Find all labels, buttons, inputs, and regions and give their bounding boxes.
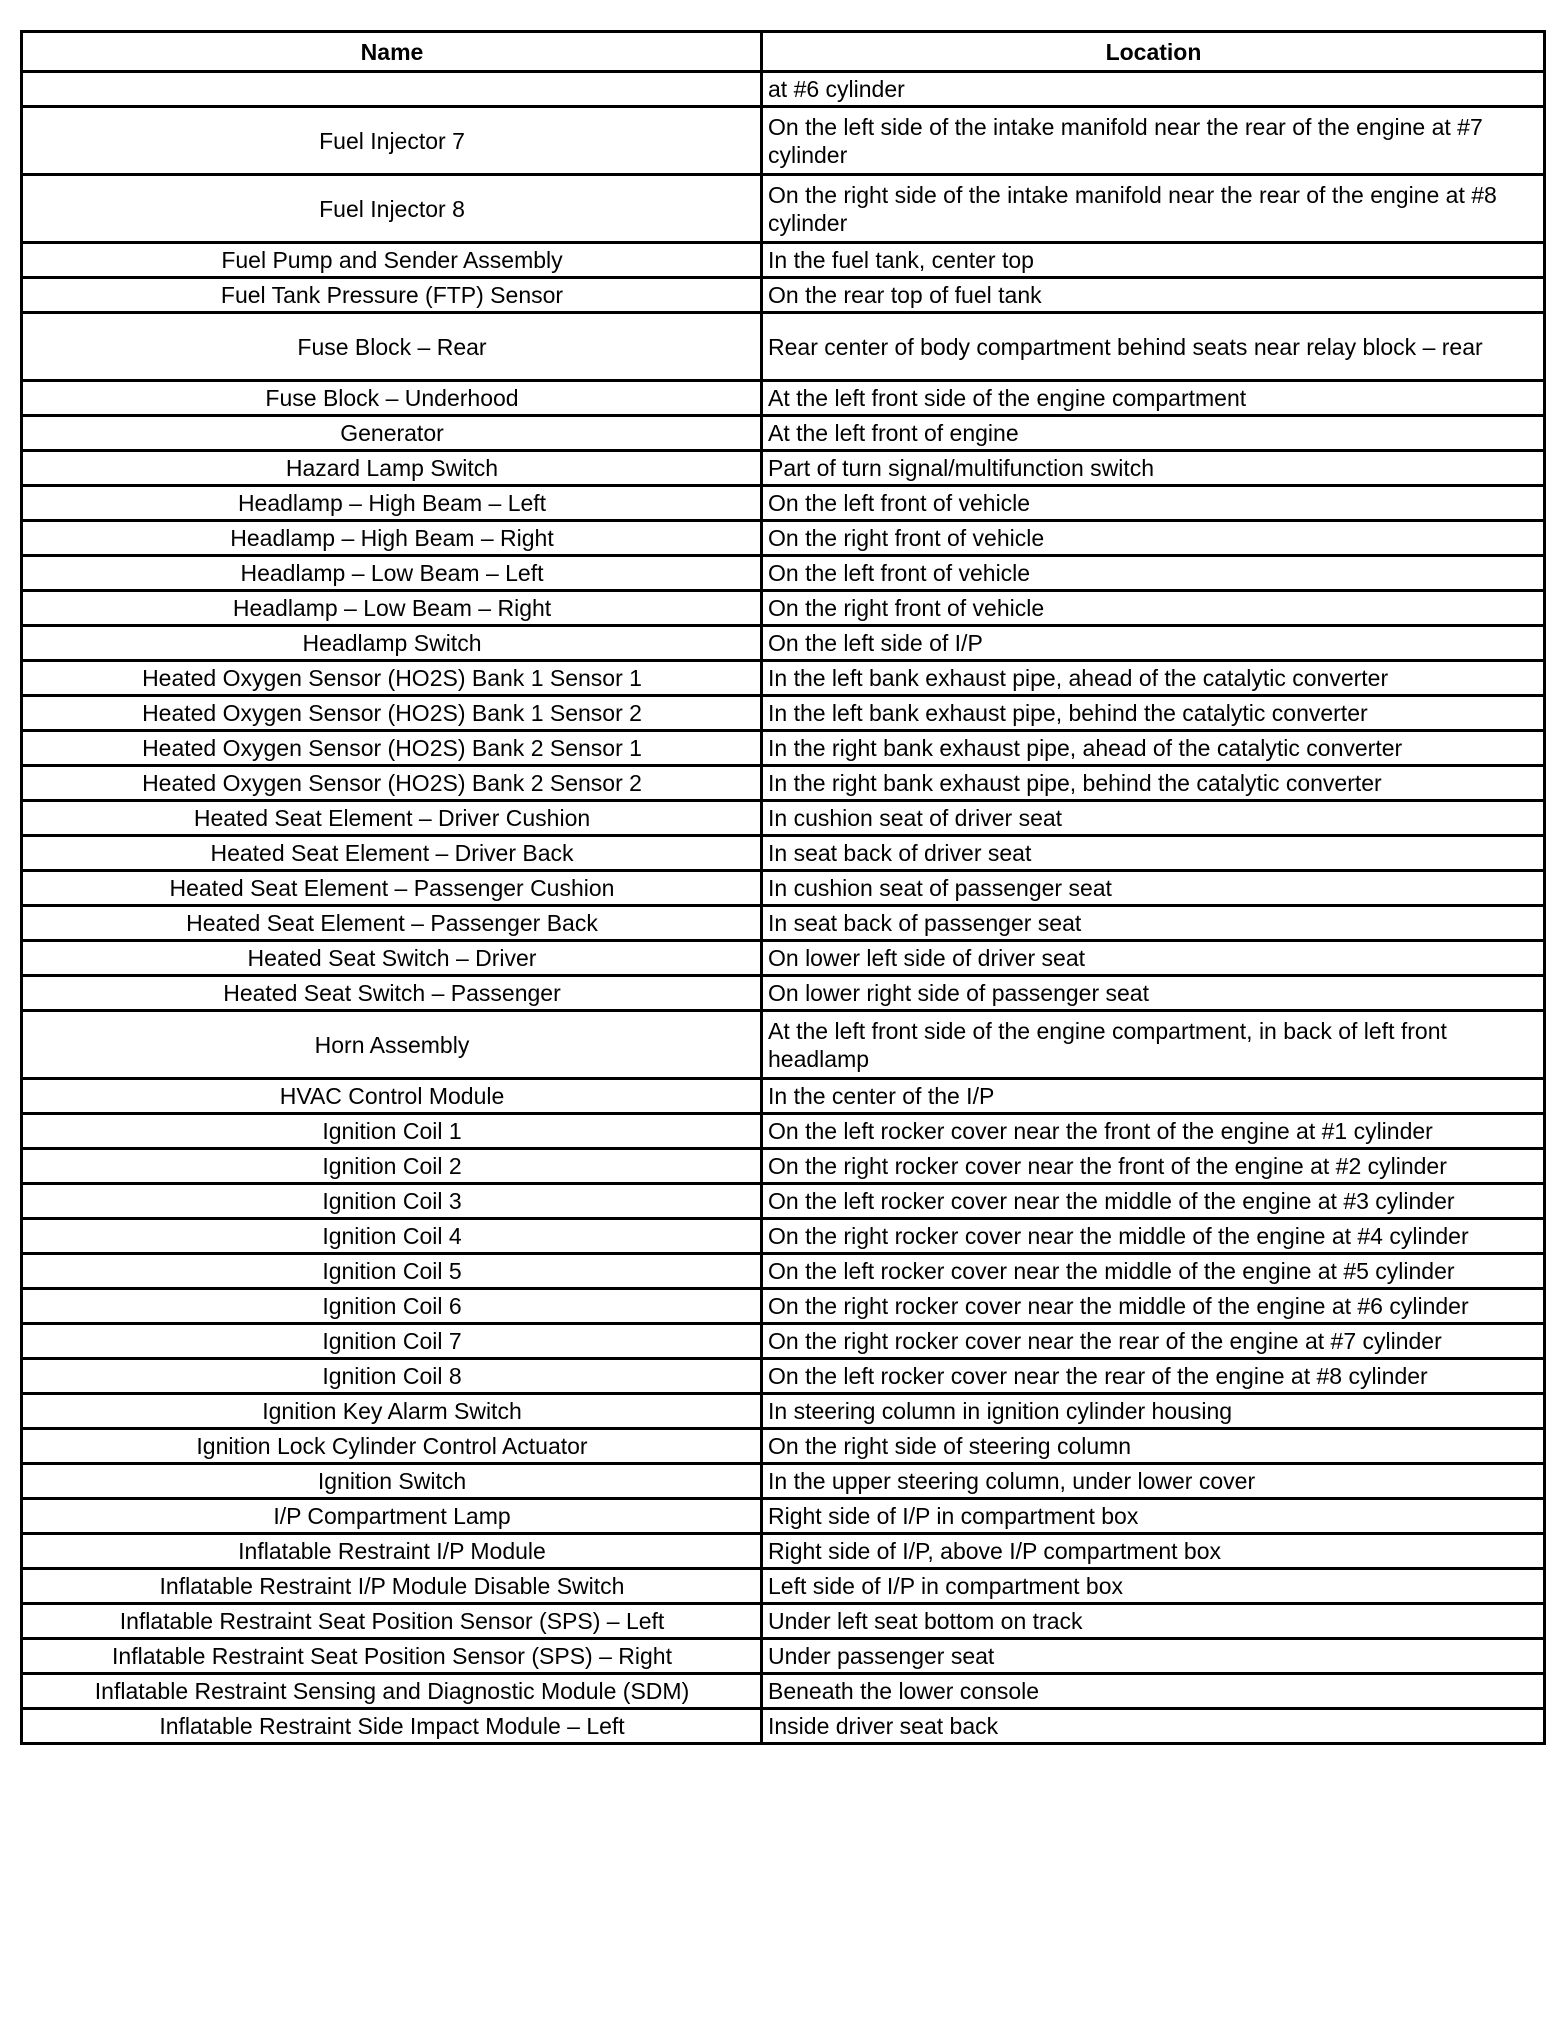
component-location-cell: On the right rocker cover near the front of the engine at #2 cylinder [762, 1149, 1545, 1184]
table-row [22, 1569, 1545, 1604]
component-location-cell: In the fuel tank, center top [762, 243, 1545, 278]
component-name-cell: Hazard Lamp Switch [22, 451, 762, 486]
table-row [22, 1394, 1545, 1429]
component-location-cell: On the left rocker cover near the front of the engine at #1 cylinder [762, 1114, 1545, 1149]
table-row [22, 836, 1545, 871]
component-name-cell: Ignition Coil 7 [22, 1324, 762, 1359]
table-row [22, 766, 1545, 801]
component-location-cell: In the right bank exhaust pipe, ahead of the catalytic converter [762, 731, 1545, 766]
component-location-cell: In the center of the I/P [762, 1079, 1545, 1114]
component-location-cell: In cushion seat of passenger seat [762, 871, 1545, 906]
component-name-cell: Fuse Block – Underhood [22, 381, 762, 416]
table-row [22, 1114, 1545, 1149]
component-location-cell: In the right bank exhaust pipe, behind the catalytic converter [762, 766, 1545, 801]
table-row [22, 313, 1545, 381]
table-row [22, 1464, 1545, 1499]
component-location-cell: Rear center of body compartment behind seats near relay block – rear [762, 313, 1545, 381]
component-location-cell: On lower right side of passenger seat [762, 976, 1545, 1011]
table-row [22, 556, 1545, 591]
component-location-cell: On the left side of the intake manifold near the rear of the engine at #7 cylinder [762, 107, 1545, 175]
component-location-cell: At the left front side of the engine compartment, in back of left front headlamp [762, 1011, 1545, 1079]
component-name-cell: Inflatable Restraint Side Impact Module – Left [22, 1709, 762, 1744]
table-row [22, 906, 1545, 941]
table-row [22, 1639, 1545, 1674]
table-row [22, 591, 1545, 626]
component-name-cell: Ignition Coil 1 [22, 1114, 762, 1149]
table-row [22, 521, 1545, 556]
table-row [22, 626, 1545, 661]
component-name-cell: Heated Seat Element – Driver Cushion [22, 801, 762, 836]
table-row [22, 243, 1545, 278]
component-location-cell: On the left rocker cover near the rear of the engine at #8 cylinder [762, 1359, 1545, 1394]
component-location-cell: Under left seat bottom on track [762, 1604, 1545, 1639]
component-name-cell: Ignition Coil 5 [22, 1254, 762, 1289]
component-location-cell: On the left front of vehicle [762, 486, 1545, 521]
table-row [22, 486, 1545, 521]
component-name-cell: Headlamp – High Beam – Left [22, 486, 762, 521]
component-name-cell: Fuel Pump and Sender Assembly [22, 243, 762, 278]
component-location-cell: On the left side of I/P [762, 626, 1545, 661]
table-row [22, 976, 1545, 1011]
table-row [22, 278, 1545, 313]
table-body [22, 72, 1545, 1744]
component-location-cell: On the left rocker cover near the middle of the engine at #3 cylinder [762, 1184, 1545, 1219]
component-location-cell: Left side of I/P in compartment box [762, 1569, 1545, 1604]
component-location-cell: In cushion seat of driver seat [762, 801, 1545, 836]
table-row [22, 1149, 1545, 1184]
component-name-cell: Horn Assembly [22, 1011, 762, 1079]
component-name-cell: I/P Compartment Lamp [22, 1499, 762, 1534]
table-row [22, 1289, 1545, 1324]
table-row [22, 1429, 1545, 1464]
table-row [22, 1534, 1545, 1569]
component-location-cell: Right side of I/P, above I/P compartment box [762, 1534, 1545, 1569]
component-name-cell: Headlamp – Low Beam – Right [22, 591, 762, 626]
component-location-cell: At the left front of engine [762, 416, 1545, 451]
table-row [22, 661, 1545, 696]
table-row [22, 1674, 1545, 1709]
table-row [22, 381, 1545, 416]
column-header-name: Name [22, 32, 762, 72]
component-location-cell: On the right side of steering column [762, 1429, 1545, 1464]
component-name-cell: Fuel Injector 7 [22, 107, 762, 175]
component-name-cell: Heated Seat Switch – Passenger [22, 976, 762, 1011]
component-location-cell: On the right rocker cover near the rear of the engine at #7 cylinder [762, 1324, 1545, 1359]
component-name-cell: Generator [22, 416, 762, 451]
table-row [22, 1184, 1545, 1219]
component-name-cell: HVAC Control Module [22, 1079, 762, 1114]
component-name-cell: Fuse Block – Rear [22, 313, 762, 381]
component-location-cell: In seat back of passenger seat [762, 906, 1545, 941]
component-location-cell: Under passenger seat [762, 1639, 1545, 1674]
component-location-cell: On the rear top of fuel tank [762, 278, 1545, 313]
component-location-cell: On the right side of the intake manifold near the rear of the engine at #8 cylinder [762, 175, 1545, 243]
component-location-cell: Inside driver seat back [762, 1709, 1545, 1744]
component-name-cell: Fuel Injector 8 [22, 175, 762, 243]
component-name-cell: Ignition Coil 4 [22, 1219, 762, 1254]
component-name-cell: Heated Seat Switch – Driver [22, 941, 762, 976]
table-row [22, 696, 1545, 731]
component-name-cell: Ignition Coil 6 [22, 1289, 762, 1324]
component-location-cell: Part of turn signal/multifunction switch [762, 451, 1545, 486]
component-name-cell: Inflatable Restraint Seat Position Sensor (SPS) – Right [22, 1639, 762, 1674]
component-location-cell: On the right rocker cover near the middle of the engine at #4 cylinder [762, 1219, 1545, 1254]
table-row [22, 1359, 1545, 1394]
component-name-cell: Heated Seat Element – Driver Back [22, 836, 762, 871]
component-name-cell: Ignition Coil 2 [22, 1149, 762, 1184]
component-location-cell: In steering column in ignition cylinder housing [762, 1394, 1545, 1429]
header-row [22, 32, 1545, 72]
table-row [22, 801, 1545, 836]
component-name-cell: Ignition Coil 3 [22, 1184, 762, 1219]
component-location-cell: On the right front of vehicle [762, 591, 1545, 626]
component-name-cell: Inflatable Restraint Seat Position Sensor (SPS) – Left [22, 1604, 762, 1639]
component-location-table [20, 30, 1546, 1745]
table-row [22, 1254, 1545, 1289]
component-name-cell: Heated Oxygen Sensor (HO2S) Bank 1 Sensor 1 [22, 661, 762, 696]
component-name-cell: Inflatable Restraint I/P Module [22, 1534, 762, 1569]
component-location-cell: On lower left side of driver seat [762, 941, 1545, 976]
component-location-cell: On the left front of vehicle [762, 556, 1545, 591]
component-location-cell: Beneath the lower console [762, 1674, 1545, 1709]
component-location-cell: On the left rocker cover near the middle of the engine at #5 cylinder [762, 1254, 1545, 1289]
component-name-cell: Headlamp Switch [22, 626, 762, 661]
component-name-cell: Inflatable Restraint I/P Module Disable Switch [22, 1569, 762, 1604]
table-row [22, 1604, 1545, 1639]
component-name-cell: Heated Seat Element – Passenger Back [22, 906, 762, 941]
component-name-cell: Heated Oxygen Sensor (HO2S) Bank 1 Sensor 2 [22, 696, 762, 731]
component-name-cell: Ignition Coil 8 [22, 1359, 762, 1394]
component-location-cell: In the left bank exhaust pipe, ahead of the catalytic converter [762, 661, 1545, 696]
component-name-cell: Ignition Lock Cylinder Control Actuator [22, 1429, 762, 1464]
component-location-cell: On the right front of vehicle [762, 521, 1545, 556]
component-name-cell: Headlamp – High Beam – Right [22, 521, 762, 556]
column-header-location: Location [762, 32, 1545, 72]
component-location-cell: On the right rocker cover near the middle of the engine at #6 cylinder [762, 1289, 1545, 1324]
table-row [22, 871, 1545, 906]
table-row [22, 941, 1545, 976]
table-row [22, 1219, 1545, 1254]
table-row [22, 1324, 1545, 1359]
component-location-cell: In the left bank exhaust pipe, behind the catalytic converter [762, 696, 1545, 731]
component-location-cell: Right side of I/P in compartment box [762, 1499, 1545, 1534]
component-name-cell: Headlamp – Low Beam – Left [22, 556, 762, 591]
table-row [22, 1499, 1545, 1534]
component-name-cell [22, 72, 762, 107]
component-location-cell: at #6 cylinder [762, 72, 1545, 107]
table-row [22, 416, 1545, 451]
table-row [22, 1709, 1545, 1744]
component-location-cell: In seat back of driver seat [762, 836, 1545, 871]
component-name-cell: Ignition Key Alarm Switch [22, 1394, 762, 1429]
table-row [22, 1079, 1545, 1114]
table-row [22, 72, 1545, 107]
component-name-cell: Inflatable Restraint Sensing and Diagnostic Module (SDM) [22, 1674, 762, 1709]
table-row [22, 107, 1545, 175]
component-name-cell: Ignition Switch [22, 1464, 762, 1499]
component-name-cell: Heated Oxygen Sensor (HO2S) Bank 2 Sensor 2 [22, 766, 762, 801]
component-name-cell: Heated Oxygen Sensor (HO2S) Bank 2 Sensor 1 [22, 731, 762, 766]
table-row [22, 731, 1545, 766]
component-name-cell: Heated Seat Element – Passenger Cushion [22, 871, 762, 906]
component-location-cell: In the upper steering column, under lower cover [762, 1464, 1545, 1499]
component-name-cell: Fuel Tank Pressure (FTP) Sensor [22, 278, 762, 313]
component-location-cell: At the left front side of the engine compartment [762, 381, 1545, 416]
table-row [22, 451, 1545, 486]
table-row [22, 175, 1545, 243]
table-row [22, 1011, 1545, 1079]
